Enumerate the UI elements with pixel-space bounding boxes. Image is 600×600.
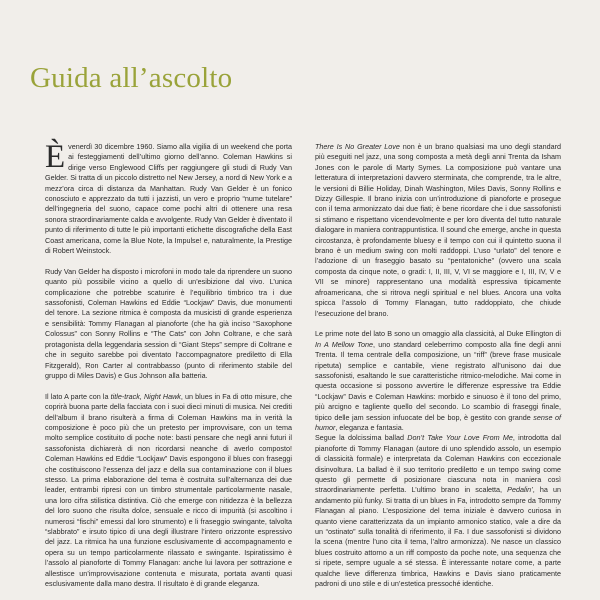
text-run: , introdotta dal pianoforte di Tommy Flanagan (autore di uno splendido assolo, un esempio di classicità formale) e interpretata da Coleman Hawkins con eccezionale disinvoltura. La ballad è il suo territorio prediletto e un tempo swing come questo gli permette di posizionare ciascuna nota in maniera così straordinariamente perfetta. L’ultimo brano in scaletta,	[315, 433, 561, 495]
text-run: Le prime note del lato B sono un omaggio alla classicità, al Duke Ellington di	[315, 329, 561, 339]
ballad-paragraph	[315, 433, 561, 589]
side-a-paragraph	[45, 392, 292, 590]
text-run: Il lato A parte con la	[45, 391, 111, 401]
side-b-paragraph	[315, 329, 561, 433]
track-title-pedalin: Pedalin’	[507, 485, 533, 495]
text-run: Segue la dolcissima ballad	[315, 433, 408, 443]
text-run: non è un brano qualsiasi ma uno degli standard più eseguiti nel jazz, una song composta a metà degli anni Trenta da Isham Jones con le parole di Marty Symes. La composizione può vantare una letteratura di interpretazioni davvero sterminata, che comprende, tra le altre, le versioni di Billie Holiday, Dinah Washington, Miles Davis, Sonny Rollins e Dizzy Gillespie. Il brano inizia con un’introduzione di pianoforte e prosegue con il tema armonizzato dai due fiati; è bene ricordare che i due sassofonisti si stimano e rispettano vicendevolmente e per loro diventa del tutto naturale dialogare in maniera contrappuntistica. Il sound che emerge, anche in questa circostanza, è profondamente bluesy e il tempo con cui il quintetto suona il brano è un medium swing con molti raddoppi. L’uso “urlato” del tenore e l’adozione di un fraseggio basato su “pentatoniche” (ovvero una scala composta da cinque note, o gradi: I, II, III, V, VI se maggiore e I, III, IV, V e VII se minore) rappresentano una modalità espressiva tipicamente afroamericana, che si ritrova negli spiritual e nel blues. Ancora una volta spicca l’assolo di Tommy Flanagan, tutto raddoppiato, che chiude l’esecuzione del brano.	[315, 142, 561, 318]
sense-of-humor: sense of humor	[315, 412, 561, 432]
track-title-night-hawk: title-track, Night Hawk	[110, 391, 181, 401]
page-title: Guida all’ascolto	[30, 62, 233, 94]
text-run: , ha un andamento più funky. Si tratta di un blues in Fa, introdotto sempre da Tommy Flanagan al piano. L’esposizione del tema iniziale è davvero curiosa in quanto viene caratterizzata da un impianto armonico statico, vale a dire da un “ostinato” sulla tonalità di riferimento, il Fa. I due sassofonisti si dividono la scena (mentre l’uno cita il tema, l’altro armonizza). Ne nasce un classico blues costruito attorno a un riff composto da poche note, una sequenza che si ripete, sempre uguale a sé stessa. È interessante notare come, a parte qualche lieve differenza timbrica, Hawkins e Davis siano praticamente padroni di uno stile e di un’estetica pressoché identiche.	[315, 485, 561, 589]
text-run: , un blues in Fa di otto misure, che coprirà buona parte della facciata con i suoi dieci minuti di musica. Nei crediti dell’album il brano risulterà a firma di Coleman Hawkins ma in verità la composizione è poco più che un pretesto per improvvisare, con un tema molto semplice costituito di poche note: basti pensare che negli anni futuri il sassofonista dichiarerà di non ricordarsi neanche di averlo composto! Coleman Hawkins ed Eddie “Lockjaw” Davis espongono il blues con fraseggi che costituiscono l’essenza del jazz e della sua contaminazione con il blues stesso. La prima elaborazione del tema è costruita sull’alternanza dei due leader, entrambi ripresi con un timbro strumentale particolarmente nasale, una loro cifra stilistica distintiva. Ciò che emerge con nitidezza è la bellezza del loro suono che risulta dolce, sensuale e ricco di impurità (si ascoltino i numerosi “fischi” emessi dal loro strumento) e li fraseggio swingante, talvolta “slabbrato” e irsuto tipico di una degli illustrare l’intero orizzonte espressivo del jazz. La ritmica ha una funzione esclusivamente di accompagnamento e opera su un tempo particolarmente rilassato e swingante. Ispiratissimo è l’assolo al pianoforte di Tommy Flanagan: anche lui lavora per sottrazione e allestisce un’improvvisazione contenuta e misurata, portata avanti quasi esclusivamente dalla mano destra. Il risultato è di grande eleganza.	[45, 391, 292, 589]
left-column	[45, 139, 292, 600]
text-run: , eleganza e fantasia.	[335, 422, 404, 432]
drop-cap: È	[45, 139, 66, 175]
intro-paragraph	[45, 139, 292, 256]
text-run: , uno standard celeberrimo composto alla fine degli anni Trenta. Il tema centrale della composizione, un “riff” (breve frase musicale ripetuta) semplice e cantabile, viene registrato all’unisono dai due sassofonisti, esaltando le sue caratteristiche ritmico-melodiche. Mai come in questa occasione si possono avvertire le differenze espressive tra Eddie “Lockjaw” Davis e Coleman Hawkins: morbido e sinuoso è il tono del primo, più arcigno e tagliente quello del secondo. Lo scambio di fraseggi finale, tipico delle jam session infuocate del be bop, è gestito con grande	[315, 339, 561, 422]
track-title-dont-take: Don’t Take Your Love From Me	[407, 433, 513, 443]
recording-paragraph: Rudy Van Gelder ha disposto i microfoni in modo tale da riprendere un suono quanto più possibile vicino a quello di un’esibizione dal vivo. L’unica complicazione che potrebbe scaturire è l’equilibrio timbrico tra i due sassofonisti, Coleman Hawkins ed Eddie “Lockjaw” Davis, due monumenti del tenore. La sezione ritmica è composta da musicisti di grande esperienza e sensibilità: Tommy Flanagan al pianoforte (che ha già inciso “Saxophone Colossus” con Sonny Rollins e “The Cats” con John Coltrane, e che sarà protagonista della leggendaria session di “Giant Steps” sempre di Coltrane e che in seguito sarebbe poi diventato l’accompagnatore prediletto di Ella Fitzgerald), Ron Carter al contrabbasso (punto di riferimento stabile del gruppo di Miles Davis) e Gus Johnson alla batteria.	[45, 266, 292, 380]
right-column	[315, 142, 561, 600]
intro-text: venerdì 30 dicembre 1960. Siamo alla vigilia di un weekend che porta ai festeggiamenti dell’ultimo giorno dell’anno. Coleman Hawkins si dirige verso Englewood Cliffs per raggiungere gli studi di Rudy Van Gelder. Si tratta di un piccolo distretto nel New Jersey, a nord di New York e a mezz’ora circa di distanza da Manhattan. Rudy Van Gelder è un fonico conosciuto e apprezzato da tutti i jazzisti, un vero e proprio “nume tutelare” dell’ingegneria del suono, capace come pochi altri di ottenere una resa sonora straordinariamente calda e avvolgente. Rudy Van Gelder è diventato il punto di riferimento di tutte le più importanti etichette discografiche della East Coast americana, come la Blue Note, la Impulse! e, naturalmente, la Prestige di Robert Weinstock.	[45, 142, 292, 256]
greater-love-paragraph	[315, 142, 561, 319]
track-title-greater-love: There Is No Greater Love	[315, 142, 400, 151]
track-title-mellow-tone: In A Mellow Tone	[315, 339, 374, 349]
